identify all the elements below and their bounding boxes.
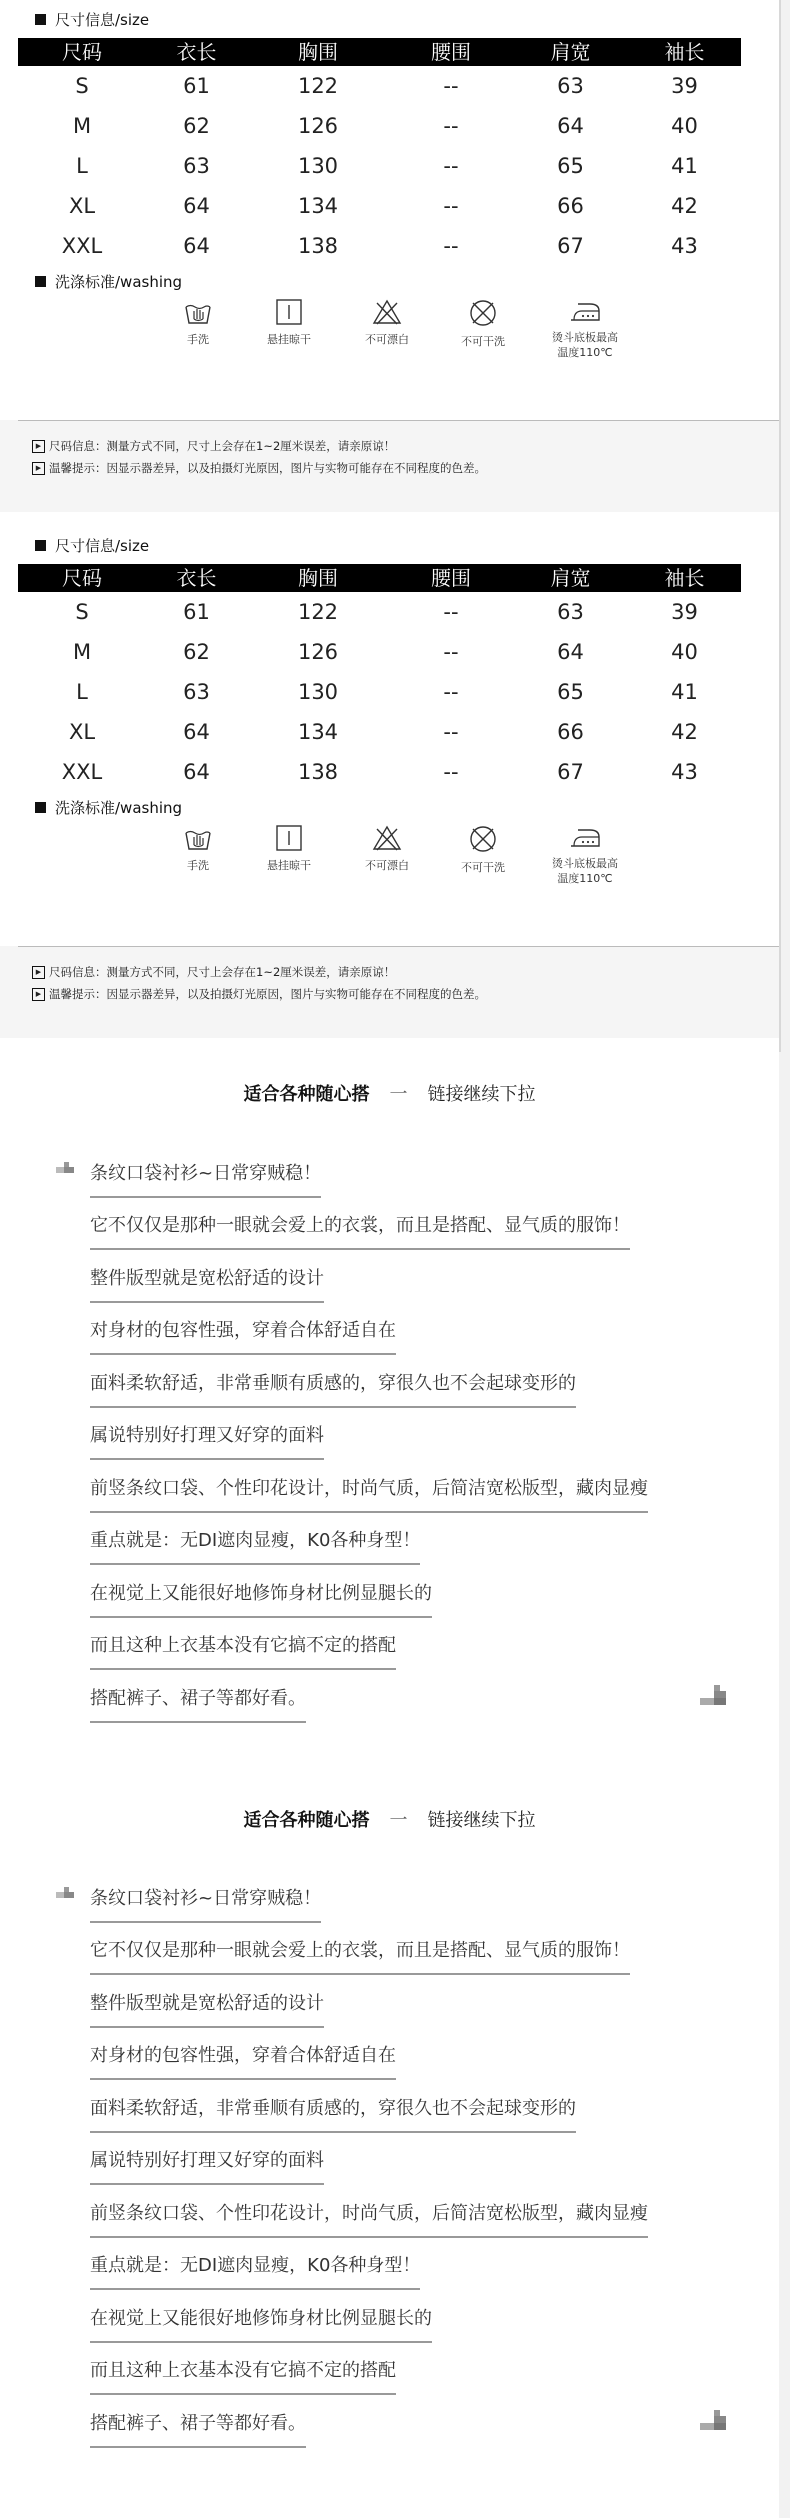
wash-care-item: [535, 298, 635, 360]
table-cell: 61: [183, 599, 210, 624]
hand-wash-icon: [183, 824, 213, 852]
play-icon: ▶: [32, 988, 45, 1001]
table-cell: M: [72, 639, 92, 664]
wash-care-item: [443, 298, 523, 349]
styling-heading: [0, 1080, 779, 1106]
table-cell: 66: [557, 719, 584, 744]
table-row: [18, 66, 741, 106]
wash-care-icons: [0, 824, 779, 934]
heading-dash: 一: [389, 1084, 408, 1105]
size-table: [18, 564, 741, 792]
size-wash-block: [0, 0, 779, 530]
table-cell: L: [76, 679, 88, 704]
square-bullet-icon: [35, 276, 46, 287]
heading-left: 适合各种随心搭: [243, 1810, 370, 1831]
header-cell: 肩宽: [550, 40, 591, 64]
play-icon: ▶: [32, 966, 45, 979]
size-table-header: [18, 564, 741, 592]
description-line: 属说特别好打理又好穿的面料: [90, 2147, 324, 2185]
description-line: 整件版型就是宽松舒适的设计: [90, 1265, 324, 1303]
heading-right: 链接继续下拉: [427, 1084, 536, 1105]
description-line: 而且这种上衣基本没有它搞不定的搭配: [90, 1632, 396, 1670]
header-cell: 衣长: [176, 40, 217, 64]
description-line: 对身材的包容性强，穿着合体舒适自在: [90, 2042, 396, 2080]
table-cell: 65: [557, 679, 584, 704]
wash-section-title: [35, 270, 182, 292]
header-cell: 袖长: [664, 566, 705, 590]
wash-title-text: 洗涤标准/washing: [55, 272, 183, 291]
table-cell: S: [75, 599, 89, 624]
header-cell: 肩宽: [550, 566, 591, 590]
no-bleach-icon: [372, 298, 402, 326]
wash-label: 悬挂晾干: [267, 333, 311, 346]
wash-label: 不可干洗: [461, 335, 505, 348]
header-cell: 衣长: [176, 566, 217, 590]
header-cell: 腰围: [431, 566, 471, 590]
table-cell: XXL: [61, 759, 103, 784]
table-cell: 122: [297, 73, 339, 98]
header-cell: 胸围: [298, 40, 338, 64]
table-cell: 40: [671, 113, 698, 138]
square-bullet-icon: [35, 14, 46, 25]
size-table: [18, 38, 741, 266]
table-row: [18, 672, 741, 712]
table-cell: XXL: [61, 233, 103, 258]
corner-deco-icon: [700, 2410, 726, 2432]
corner-deco-icon: [56, 1162, 76, 1178]
table-cell: 42: [671, 193, 698, 218]
table-cell: 63: [557, 73, 584, 98]
table-cell: 66: [557, 193, 584, 218]
no-bleach-icon: [372, 824, 402, 852]
description-line: 在视觉上又能很好地修饰身材比例显腿长的: [90, 1580, 432, 1618]
table-row: [18, 632, 741, 672]
table-cell: 138: [297, 233, 339, 258]
hand-wash-icon: [183, 298, 213, 326]
table-cell: 134: [297, 719, 339, 744]
note-text: 温馨提示：因显示器差异，以及拍摄灯光原因，图片与实物可能存在不同程度的色差。: [49, 987, 486, 1001]
description-line: 对身材的包容性强，穿着合体舒适自在: [90, 1317, 396, 1355]
header-cell: 腰围: [431, 40, 471, 64]
note-text: 温馨提示：因显示器差异，以及拍摄灯光原因，图片与实物可能存在不同程度的色差。: [49, 461, 486, 475]
table-cell: --: [443, 193, 459, 218]
wash-label: 悬挂晾干: [267, 859, 311, 872]
wash-care-item: [347, 824, 427, 873]
wash-label: 烫斗底板最高 温度110℃: [552, 331, 618, 359]
wash-label: 不可漂白: [365, 859, 409, 872]
wash-care-item: [347, 298, 427, 347]
description-line: 面料柔软舒适，非常垂顺有质感的，穿很久也不会起球变形的: [90, 2095, 576, 2133]
table-cell: --: [443, 759, 459, 784]
table-cell: 42: [671, 719, 698, 744]
description-line: 条纹口袋衬衫~日常穿贼稳！: [90, 1885, 321, 1923]
note-text: 尺码信息：测量方式不同，尺寸上会存在1~2厘米误差，请亲原谅！: [49, 965, 396, 979]
description-line: 面料柔软舒适，非常垂顺有质感的，穿很久也不会起球变形的: [90, 1370, 576, 1408]
table-row: [18, 106, 741, 146]
table-cell: 64: [557, 639, 584, 664]
table-cell: --: [443, 233, 459, 258]
table-cell: 130: [297, 679, 339, 704]
table-cell: --: [443, 639, 459, 664]
table-cell: 64: [183, 193, 210, 218]
iron-icon: [568, 824, 602, 850]
table-cell: 39: [671, 73, 698, 98]
table-cell: 130: [297, 153, 339, 178]
size-section-title: [35, 534, 149, 556]
hang-dry-icon: [275, 298, 303, 326]
table-cell: --: [443, 113, 459, 138]
table-cell: 65: [557, 153, 584, 178]
corner-deco-icon: [56, 1887, 76, 1903]
header-cell: 袖长: [664, 40, 705, 64]
table-cell: --: [443, 719, 459, 744]
description-line: 前竖条纹口袋、个性印花设计，时尚气质，后简洁宽松版型，藏肉显瘦: [90, 1475, 648, 1513]
iron-icon: [568, 298, 602, 324]
edge-divider: [779, 0, 781, 1052]
play-icon: ▶: [32, 462, 45, 475]
wash-label: 烫斗底板最高 温度110℃: [552, 857, 618, 885]
wash-care-item: [249, 824, 329, 873]
table-row: [18, 752, 741, 792]
table-cell: --: [443, 599, 459, 624]
wash-care-item: [249, 298, 329, 347]
table-cell: 138: [297, 759, 339, 784]
description-line: 整件版型就是宽松舒适的设计: [90, 1990, 324, 2028]
corner-deco-icon: [700, 1685, 726, 1707]
table-cell: 43: [671, 233, 698, 258]
square-bullet-icon: [35, 540, 46, 551]
table-cell: 64: [183, 233, 210, 258]
wash-label: 不可干洗: [461, 861, 505, 874]
table-cell: --: [443, 153, 459, 178]
description-line: 前竖条纹口袋、个性印花设计，时尚气质，后简洁宽松版型，藏肉显瘦: [90, 2200, 648, 2238]
description-line: 重点就是：无DI遮肉显瘦，K0各种身型！: [90, 1527, 420, 1565]
size-table-header: [18, 38, 741, 66]
description-line: 而且这种上衣基本没有它搞不定的搭配: [90, 2357, 396, 2395]
page-right-edge: [779, 0, 790, 2518]
table-cell: --: [443, 679, 459, 704]
table-cell: 62: [183, 639, 210, 664]
description-line: 搭配裤子、裙子等都好看。: [90, 1685, 306, 1723]
header-cell: 尺码: [62, 566, 102, 590]
wash-label: 不可漂白: [365, 333, 409, 346]
table-cell: --: [443, 73, 459, 98]
table-cell: 122: [297, 599, 339, 624]
heading-right: 链接继续下拉: [427, 1810, 536, 1831]
table-row: [18, 226, 741, 266]
table-row: [18, 146, 741, 186]
table-cell: S: [75, 73, 89, 98]
table-cell: 63: [183, 153, 210, 178]
table-cell: 41: [671, 153, 698, 178]
description-line: 重点就是：无DI遮肉显瘦，K0各种身型！: [90, 2252, 420, 2290]
description-line: 它不仅仅是那种一眼就会爱上的衣裳，而且是搭配、显气质的服饰！: [90, 1212, 630, 1250]
table-cell: 62: [183, 113, 210, 138]
heading-left: 适合各种随心搭: [243, 1084, 370, 1105]
table-cell: 67: [557, 233, 584, 258]
size-title-text: 尺寸信息/size: [55, 10, 150, 29]
description-line: 在视觉上又能很好地修饰身材比例显腿长的: [90, 2305, 432, 2343]
table-cell: 63: [557, 599, 584, 624]
wash-care-icons: [0, 298, 779, 408]
table-cell: 40: [671, 639, 698, 664]
note-size: [32, 964, 395, 980]
table-cell: L: [76, 153, 88, 178]
description-line: 属说特别好打理又好穿的面料: [90, 1422, 324, 1460]
table-cell: 64: [183, 719, 210, 744]
table-cell: 67: [557, 759, 584, 784]
table-cell: 64: [183, 759, 210, 784]
wash-care-item: [535, 824, 635, 886]
hang-dry-icon: [275, 824, 303, 852]
table-cell: 126: [297, 639, 339, 664]
description-line: 条纹口袋衬衫~日常穿贼稳！: [90, 1160, 321, 1198]
table-cell: 64: [557, 113, 584, 138]
wash-care-item: [158, 298, 238, 347]
table-row: [18, 712, 741, 752]
table-cell: XL: [68, 193, 96, 218]
header-cell: 胸围: [298, 566, 338, 590]
size-title-text: 尺寸信息/size: [55, 536, 150, 555]
note-color: [32, 460, 486, 476]
size-section-title: [35, 8, 149, 30]
wash-section-title: [35, 796, 182, 818]
table-cell: 43: [671, 759, 698, 784]
description-line: 它不仅仅是那种一眼就会爱上的衣裳，而且是搭配、显气质的服饰！: [90, 1937, 630, 1975]
square-bullet-icon: [35, 802, 46, 813]
note-color: [32, 986, 486, 1002]
table-cell: 134: [297, 193, 339, 218]
table-cell: 61: [183, 73, 210, 98]
wash-label: 手洗: [187, 333, 209, 346]
table-cell: 39: [671, 599, 698, 624]
styling-heading: [0, 1806, 779, 1832]
table-cell: 63: [183, 679, 210, 704]
description-line: 搭配裤子、裙子等都好看。: [90, 2410, 306, 2448]
no-dry-clean-icon: [468, 824, 498, 854]
table-row: [18, 186, 741, 226]
divider: [18, 946, 779, 947]
wash-care-item: [158, 824, 238, 873]
size-wash-block: [0, 526, 779, 1056]
note-size: [32, 438, 395, 454]
table-cell: M: [72, 113, 92, 138]
divider: [18, 420, 779, 421]
wash-care-item: [443, 824, 523, 875]
header-cell: 尺码: [62, 40, 102, 64]
note-text: 尺码信息：测量方式不同，尺寸上会存在1~2厘米误差，请亲原谅！: [49, 439, 396, 453]
no-dry-clean-icon: [468, 298, 498, 328]
table-cell: XL: [68, 719, 96, 744]
play-icon: ▶: [32, 440, 45, 453]
table-cell: 41: [671, 679, 698, 704]
table-row: [18, 592, 741, 632]
wash-label: 手洗: [187, 859, 209, 872]
wash-title-text: 洗涤标准/washing: [55, 798, 183, 817]
heading-dash: 一: [389, 1810, 408, 1831]
table-cell: 126: [297, 113, 339, 138]
